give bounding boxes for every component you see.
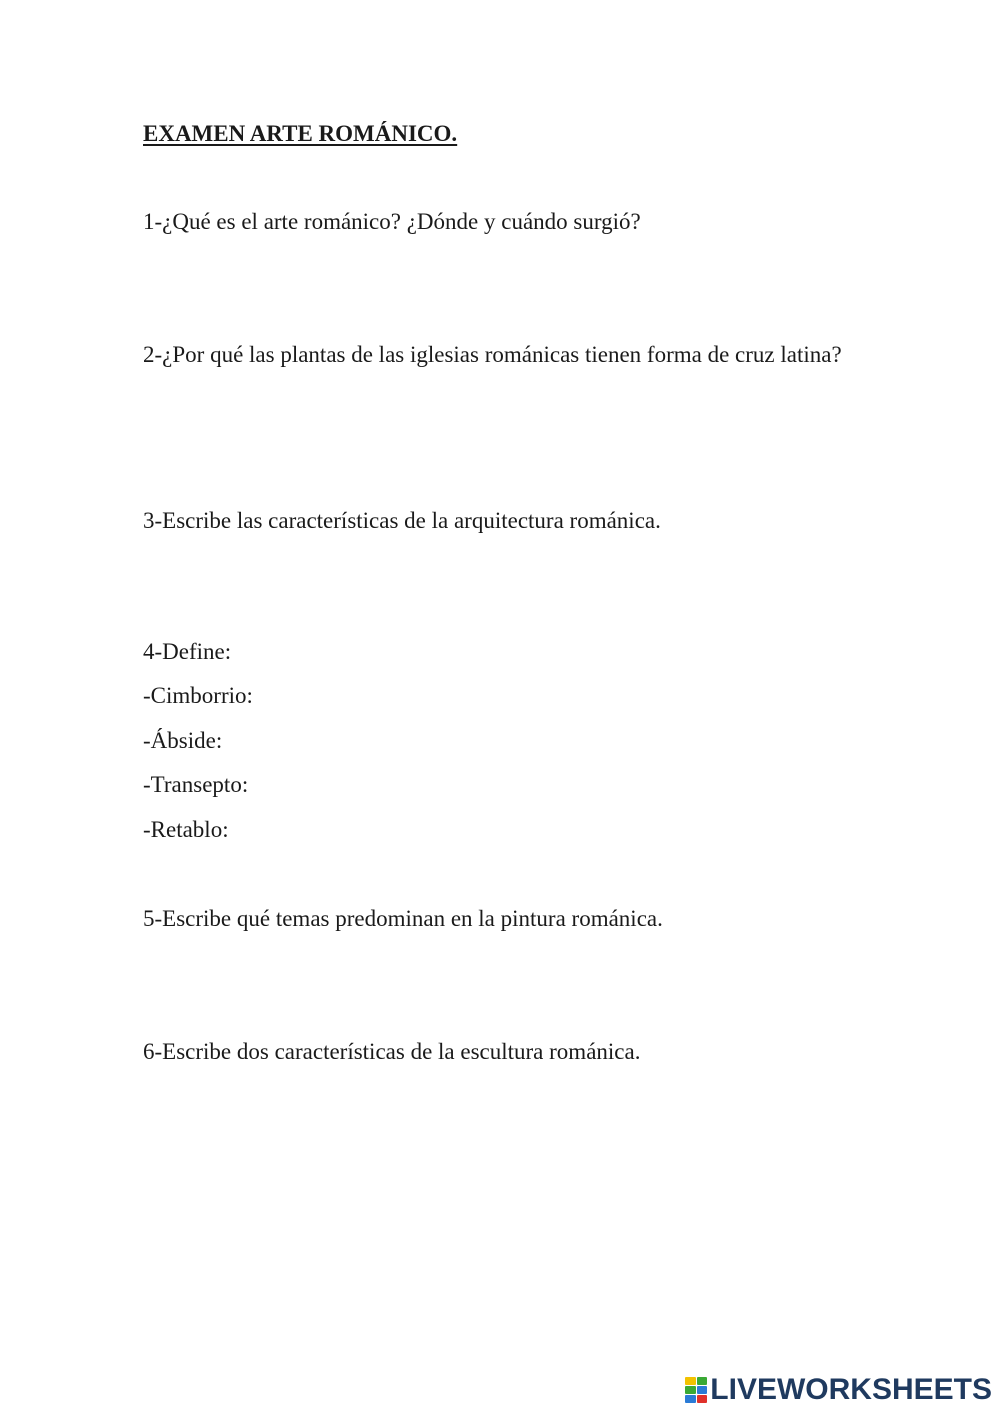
liveworksheets-footer: [685, 1373, 992, 1407]
term-abside: -Ábside:: [143, 728, 223, 753]
question-5: 5-Escribe qué temas predominan en la pintura románica.: [143, 906, 663, 931]
term-cimborrio: -Cimborrio:: [143, 683, 253, 708]
question-2: 2-¿Por qué las plantas de las iglesias románicas tienen forma de cruz latina?: [143, 342, 842, 367]
liveworksheets-logo-icon: [685, 1377, 707, 1403]
term-transepto: -Transepto:: [143, 772, 249, 797]
question-3: 3-Escribe las características de la arquitectura románica.: [143, 508, 661, 533]
question-4: 4-Define:: [143, 639, 232, 664]
page-title: EXAMEN ARTE ROMÁNICO.: [143, 121, 458, 146]
term-retablo: -Retablo:: [143, 817, 229, 842]
liveworksheets-brand: LIVEWORKSHEETS: [710, 1373, 992, 1406]
question-1: 1-¿Qué es el arte románico? ¿Dónde y cuándo surgió?: [143, 209, 641, 234]
question-6: 6-Escribe dos características de la escultura románica.: [143, 1039, 641, 1064]
